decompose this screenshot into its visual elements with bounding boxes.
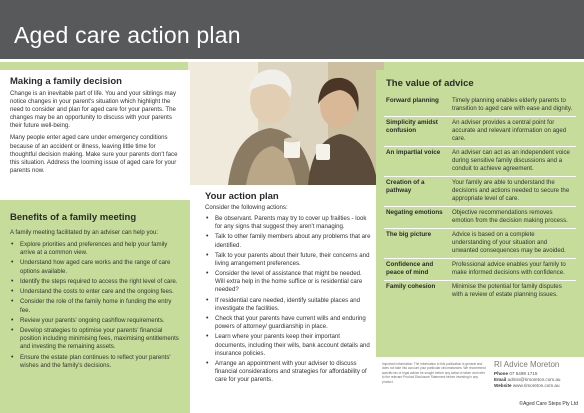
table-row <box>384 229 576 259</box>
value-text: An adviser can act as an independent voice during sensitive family discussions and a conduit to achieve agreement. <box>450 147 576 177</box>
website-label: Website <box>494 383 512 389</box>
family-photo <box>188 62 384 185</box>
action-plan-section <box>197 185 377 413</box>
table-row <box>384 117 576 147</box>
action-plan-list <box>205 215 373 384</box>
benefits-list <box>10 241 182 370</box>
table-row <box>384 177 576 207</box>
value-of-advice-section <box>376 70 584 357</box>
table-row <box>384 147 576 177</box>
table-row <box>384 95 576 117</box>
value-key: An impartial voice <box>384 147 450 177</box>
list-item: • Be observant. Parents may try to cover up frailties - look for any signs that suggest they aren't managing. <box>205 215 373 231</box>
family-photo-icon <box>188 62 384 185</box>
value-key: Creation of a pathway <box>384 177 450 207</box>
list-item: • Talk to other family members about any problems that are identified. <box>205 233 373 249</box>
value-key: Simplicity amidst confusion <box>384 117 450 147</box>
advisor-name: RI Advice Moreton <box>494 360 560 369</box>
table-row <box>384 281 576 303</box>
making-paragraph: Many people enter aged care under emergency conditions because of an accident or illness, leaving little time for thoughtful decision making. Make sure your parents don't face this situation. Address the looming issue of aged care for your parents now. <box>10 134 178 174</box>
disclaimer-text: Important information: The information in this publication is general and does not take into account your particular circumstances. We recommend specific tax or legal advice be sought before any action is taken and refer to the relevant Product Disclosure Statement before investing in any product. <box>382 362 486 384</box>
benefits-section <box>0 200 190 413</box>
email-link[interactable]: admin@rimoreton.com.au <box>507 377 561 383</box>
list-item: • Consider the level of assistance that might be needed. Will extra help in the home suffice or is residential care needed? <box>205 270 373 294</box>
value-key: Family cohesion <box>384 281 450 303</box>
table-row <box>384 207 576 229</box>
copyright-text: ©Aged Care Steps Pty Ltd <box>519 401 578 407</box>
table-row <box>384 259 576 281</box>
making-decision-title: Making a family decision <box>10 76 122 87</box>
action-plan-intro: Consider the following actions: <box>205 204 288 211</box>
website-link[interactable]: www.rimoreton.com.au <box>512 383 560 389</box>
value-key: Confidence and peace of mind <box>384 259 450 281</box>
list-item: • Develop strategies to optimise your parents' financial position including minimising fees, maximising entitlements and investing the remaining assets. <box>10 327 182 351</box>
list-item: • Review your parents' ongoing cashflow requirements. <box>10 317 182 325</box>
value-text: Timely planning enables elderly parents to transition to aged care with ease and dignity. <box>452 97 573 112</box>
value-text: An adviser provides a central point for accurate and relevant information on aged care. <box>450 117 576 147</box>
benefits-intro: A family meeting facilitated by an adviser can help you: <box>10 229 159 236</box>
advisor-website <box>494 383 584 389</box>
value-text: Minimise the potential for family disputes with a review of estate planning issues. <box>450 281 576 303</box>
value-text: Your family are able to understand the decisions and actions needed to secure the appropriate level of care. <box>450 177 576 207</box>
value-key: Negating emotions <box>384 207 450 229</box>
list-item: • If residential care needed, identify suitable places and investigate the facilities. <box>205 297 373 313</box>
benefits-title: Benefits of a family meeting <box>10 212 137 223</box>
value-text: Professional advice enables your family to make informed decisions with confidence. <box>450 259 576 281</box>
making-paragraph: Change is an inevitable part of life. You and your siblings may notice changes in your parent's situation which highlight the need to consider and plan for aged care for your parents. The changes may be an opportunity to discuss with your parents their future well-being. <box>10 90 176 130</box>
value-key: The big picture <box>384 229 450 259</box>
value-text: Objective recommendations removes emotion from the decision making process. <box>450 207 576 229</box>
list-item: • Identify the steps required to access the right level of care. <box>10 278 182 286</box>
list-item: • Explore priorities and preferences and help your family arrive at a common view. <box>10 241 182 257</box>
value-key: Forward planning <box>386 97 439 104</box>
list-item: • Understand how aged care works and the range of care options available. <box>10 259 182 275</box>
value-text: Advice is based on a complete understanding of your situation and unwanted consequences may be avoided. <box>450 229 576 259</box>
list-item: • Ensure the estate plan continues to reflect your parents' wishes and the family's decisions. <box>10 354 182 370</box>
list-item: • Learn where your parents keep their important documents, including their wills, bank account details and insurance policies. <box>205 333 373 357</box>
list-item: • Understand the costs to enter care and the ongoing fees. <box>10 288 182 296</box>
action-plan-title: Your action plan <box>205 191 279 202</box>
phone-value: 07 5499 1715 <box>509 371 538 376</box>
header <box>0 0 584 62</box>
list-item: • Arrange an appointment with your adviser to discuss financial considerations and strategies for affordability of care for your parents. <box>205 360 373 384</box>
value-title: The value of advice <box>386 78 474 89</box>
advisor-contact <box>494 360 584 390</box>
list-item: • Talk to your parents about their future, their concerns and living arrangement preferences. <box>205 252 373 268</box>
making-decision-section <box>0 70 190 190</box>
phone-label: Phone <box>494 371 509 376</box>
value-table <box>384 95 576 302</box>
list-item: • Consider the role of the family home in funding the entry fee. <box>10 298 182 314</box>
list-item: • Check that your parents have current wills and enduring powers of attorney/ guardianship in place. <box>205 315 373 331</box>
email-label: Email <box>494 377 507 383</box>
page-title: Aged care action plan <box>14 22 241 48</box>
